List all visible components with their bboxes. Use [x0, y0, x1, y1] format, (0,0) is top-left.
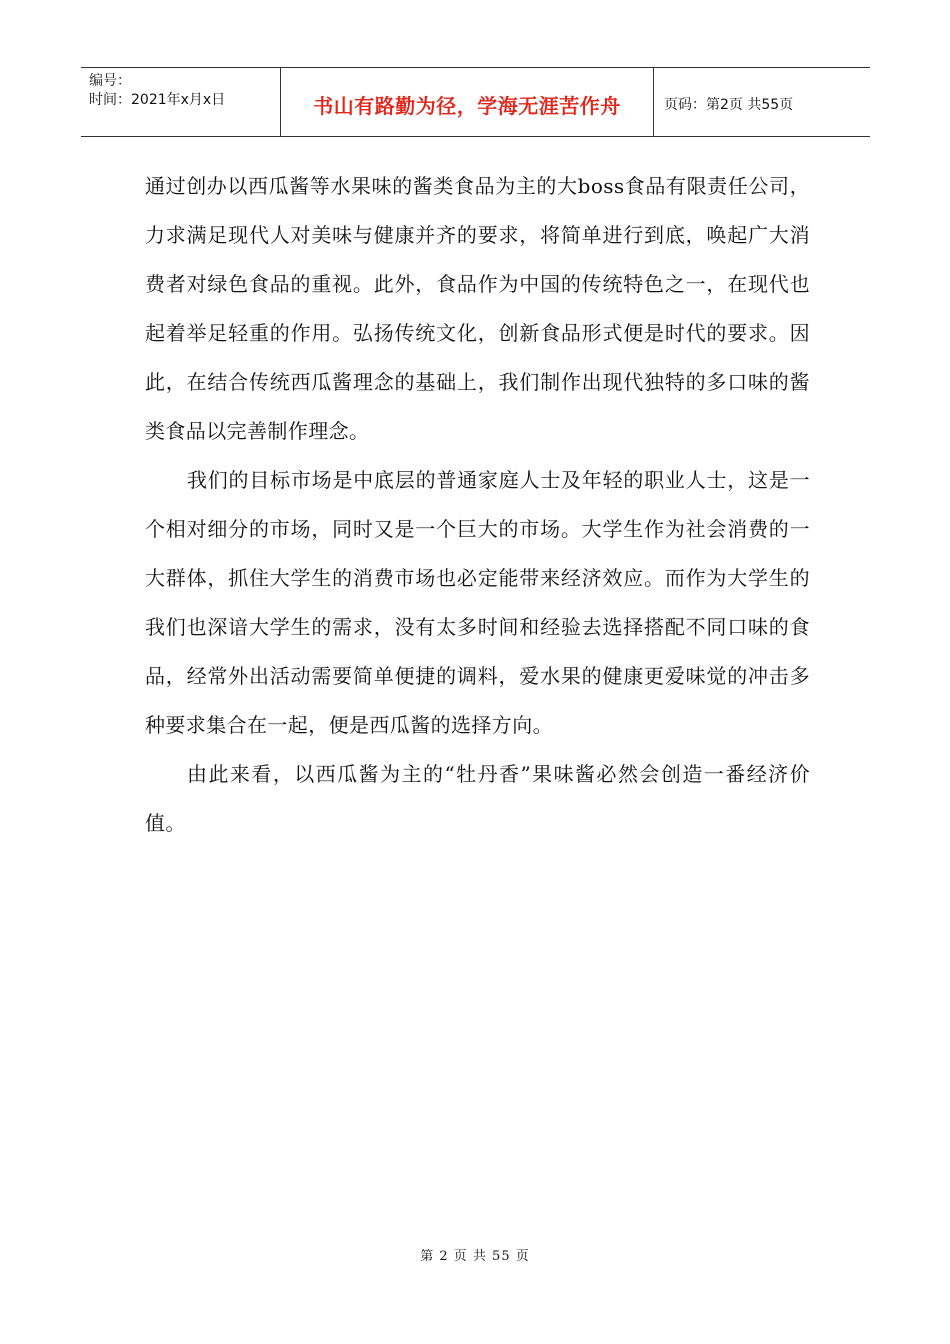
- document-time-label: 时间：2021年x月x日: [89, 92, 226, 108]
- body-paragraph-3: 由此来看，以西瓜酱为主的“牡丹香”果味酱必然会创造一番经济价值。: [145, 762, 810, 835]
- header-page-info: 页码：第2页 共55页: [664, 97, 794, 113]
- header-page-cell: [654, 68, 870, 136]
- body-paragraph-2: 我们的目标市场是中底层的普通家庭人士及年轻的职业人士，这是一个相对细分的市场，同时又是一个巨大的市场。大学生作为社会消费的一大群体，抓住大学生的消费市场也必定能带来经济效应。而作为大学生的我们也深谙大学生的需求，没有太多时间和经验去选择搭配不同口味的食品，经常外出活动需要简单便捷的调料，爱水果的健康更爱味觉的冲击多种要求集合在一起，便是西瓜酱的选择方向。: [145, 468, 810, 737]
- document-header: [81, 67, 870, 137]
- header-motto: 书山有路勤为径，学海无涯苦作舟: [313, 93, 621, 118]
- header-meta: [81, 68, 281, 136]
- document-number-label: 编号：: [89, 73, 131, 89]
- header-motto-cell: [281, 68, 654, 136]
- footer-page-number: 第 2 页 共 55 页: [420, 1249, 530, 1264]
- body-paragraph-1: 通过创办以西瓜酱等水果味的酱类食品为主的大boss食品有限责任公司，力求满足现代人对美味与健康并齐的要求，将简单进行到底，唤起广大消费者对绿色食品的重视。此外，食品作为中国的传统特色之一，在现代也起着举足轻重的作用。弘扬传统文化，创新食品形式便是时代的要求。因此，在结合传统西瓜酱理念的基础上，我们制作出现代独特的多口味的酱类食品以完善制作理念。: [145, 174, 810, 443]
- document-body: [145, 162, 810, 848]
- page-footer: [0, 1245, 950, 1264]
